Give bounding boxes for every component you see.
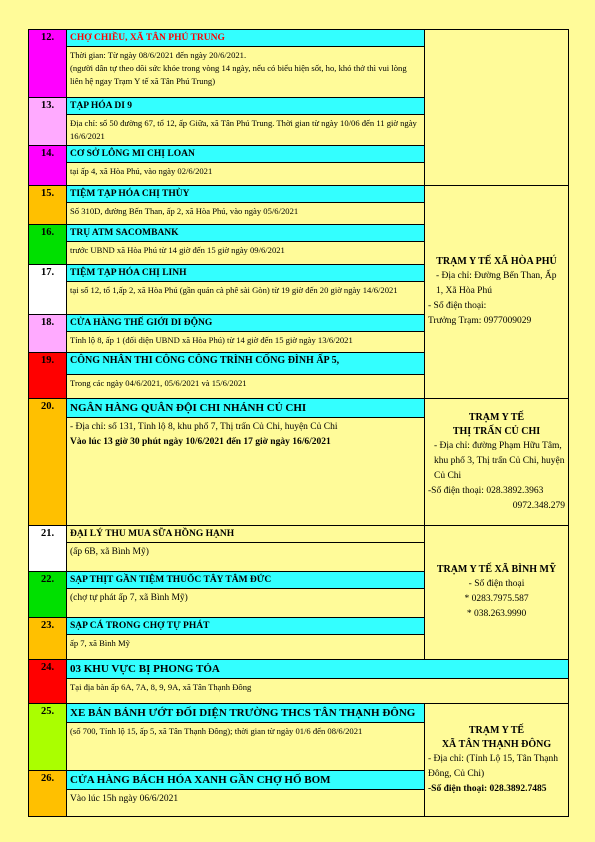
location-cell	[67, 353, 425, 399]
location-title: SẠP CÁ TRONG CHỢ TỰ PHÁT	[67, 618, 424, 635]
row-number: 21.	[29, 526, 67, 572]
location-cell	[67, 704, 425, 771]
contact-binh-my	[425, 526, 569, 660]
contact-phone: Trưởng Trạm: 0977009029	[428, 316, 532, 326]
contact-address: - Địa chỉ: Đường Bến Than, Ấp 1, Xã Hòa Phú	[436, 271, 557, 296]
location-detail: Số 310D, đường Bến Than, ấp 2, xã Hòa Phú, vào ngày 05/6/2021	[70, 206, 299, 216]
row-number: 23.	[29, 618, 67, 660]
location-detail: tại ấp 4, xã Hòa Phú, vào ngày 02/6/2021	[70, 166, 213, 176]
location-detail: Thời gian: Từ ngày 08/6/2021 đến ngày 20/6/2021. (người dân tự theo dõi sức khỏe trong vòng 14 ngày, nếu có biểu hiện sốt, ho, khó thở thì vui lòng liên hệ ngay Trạm Y tế xã Tân Phú Trung)	[70, 50, 407, 86]
contact-title: TRẠM Y TẾ XÃ BÌNH MỸ	[436, 564, 557, 575]
location-title: XE BÁN BÁNH ƯỚT ĐỐI DIỆN TRƯỜNG THCS TÂN THẠNH ĐÔNG	[67, 704, 424, 723]
outbreak-locations-table	[28, 29, 569, 817]
location-title: CÔNG NHÂN THI CÔNG CÔNG TRÌNH CỐNG ĐÌNH ẤP 5,	[67, 353, 424, 375]
location-cell	[67, 315, 425, 353]
location-title: CHỢ CHIỀU, XÃ TÂN PHÚ TRUNG	[67, 30, 424, 47]
location-cell	[67, 618, 425, 660]
location-detail: Trong các ngày 04/6/2021, 05/6/2021 và 15/6/2021	[70, 378, 247, 388]
table-row	[29, 186, 569, 225]
location-title: NGÂN HÀNG QUÂN ĐỘI CHI NHÁNH CỦ CHI	[67, 399, 424, 418]
location-title: CỬA HÀNG THẾ GIỚI DI ĐỘNG	[67, 315, 424, 332]
location-cell	[67, 30, 425, 98]
contact-subtitle: XÃ TÂN THẠNH ĐÔNG	[441, 738, 552, 750]
location-detail: ấp 7, xã Bình Mỹ	[70, 638, 130, 648]
location-detail: tại số 12, tổ 1,ấp 2, xã Hòa Phú (gần quán cà phê sài Gòn) từ 19 giờ đến 20 giờ ngày 14/6/2021	[70, 285, 398, 295]
location-detail: Vào lúc 15h ngày 06/6/2021	[70, 794, 179, 804]
location-detail: Tỉnh lộ 8, ấp 1 (đối diện UBND xã Hòa Phú) từ 14 giờ đến 15 giờ ngày 13/6/2021	[70, 335, 353, 345]
location-cell	[67, 526, 425, 572]
row-number: 18.	[29, 315, 67, 353]
row-number: 25.	[29, 704, 67, 771]
location-cell	[67, 572, 425, 618]
location-cell	[67, 771, 425, 817]
contact-title: TRẠM Y TẾ	[468, 411, 525, 423]
location-title: ĐẠI LÝ THU MUA SỮA HỒNG HẠNH	[67, 526, 424, 543]
row-number: 12.	[29, 30, 67, 98]
table-row	[29, 30, 569, 98]
contact-address: - Địa chỉ: đường Phạm Hữu Tâm, khu phố 3, Thị trấn Củ Chi, huyện Củ Chi	[434, 440, 565, 481]
row-number: 15.	[29, 186, 67, 225]
contact-title: TRẠM Y TẾ XÃ HÒA PHÚ	[436, 256, 557, 267]
row-number: 22.	[29, 572, 67, 618]
location-detail: Địa chỉ: số 50 đường 67, tổ 12, ấp Giữa, xã Tân Phú Trung. Thời gian từ ngày 10/06 đến 11 giờ ngày 16/6/2021	[70, 118, 417, 141]
contact-phone-label: - Số điện thoại:	[428, 301, 487, 311]
contact-cell-empty	[425, 30, 569, 186]
row-number: 16.	[29, 225, 67, 265]
contact-title: TRẠM Y TẾ	[468, 724, 525, 736]
location-title: CỬA HÀNG BÁCH HÓA XANH GẦN CHỢ HỐ BOM	[67, 771, 424, 790]
contact-phone-label: - Số điện thoại	[468, 579, 525, 589]
contact-phone-label: -Số điện thoại: 028.3892.7485	[428, 783, 547, 794]
row-number: 19.	[29, 353, 67, 399]
location-title: SẠP THỊT GẦN TIỆM THUỐC TÂY TÂM ĐỨC	[67, 572, 424, 589]
contact-subtitle: THỊ TRẤN CỦ CHI	[452, 425, 541, 437]
row-number: 24.	[29, 660, 67, 704]
contact-phone: * 038.263.9990	[466, 609, 527, 619]
location-title: TIỆM TẠP HÓA CHỊ LINH	[67, 265, 424, 282]
location-cell	[67, 146, 425, 186]
location-cell	[67, 225, 425, 265]
table-row	[29, 660, 569, 704]
contact-phone: 0972.348.279	[512, 500, 565, 511]
location-detail: (số 700, Tỉnh lộ 15, ấp 5, xã Tân Thạnh Đông); thời gian từ ngày 01/6 đến 08/6/2021	[70, 726, 363, 736]
table-row	[29, 399, 569, 526]
location-cell	[67, 98, 425, 146]
row-number: 26.	[29, 771, 67, 817]
location-cell	[67, 660, 569, 704]
row-number: 13.	[29, 98, 67, 146]
location-detail: - Địa chỉ: số 131, Tỉnh lộ 8, khu phố 7, Thị trấn Củ Chi, huyện Củ Chi Vào lúc 13 giờ 30 phút ngày 10/6/2021 đến 17 giờ ngày 16/6/2021	[70, 422, 338, 447]
location-cell	[67, 265, 425, 315]
contact-phone-label: -Số điện thoại: 028.3892.3963	[428, 485, 544, 496]
contact-address: - Địa chỉ: (Tỉnh Lộ 15, Tân Thạnh Đông, Củ Chi)	[428, 753, 558, 779]
location-cell	[67, 186, 425, 225]
location-detail: Tại địa bàn ấp 6A, 7A, 8, 9, 9A, xã Tân Thạnh Đông	[70, 682, 252, 692]
row-number: 14.	[29, 146, 67, 186]
location-title: TẠP HÓA DI 9	[67, 98, 424, 115]
contact-phone: * 0283.7975.587	[464, 594, 529, 604]
location-detail: (ấp 6B, xã Bình Mỹ)	[70, 547, 149, 557]
location-cell	[67, 399, 425, 526]
row-number: 20.	[29, 399, 67, 526]
contact-hoa-phu	[425, 186, 569, 399]
row-number: 17.	[29, 265, 67, 315]
location-detail: (chợ tự phát ấp 7, xã Bình Mỹ)	[70, 593, 188, 603]
table-row	[29, 704, 569, 771]
contact-cu-chi	[425, 399, 569, 526]
location-title: TRỤ ATM SACOMBANK	[67, 225, 424, 242]
location-title: CƠ SỞ LÔNG MI CHỊ LOAN	[67, 146, 424, 163]
location-detail: trước UBND xã Hòa Phú từ 14 giờ đến 15 giờ ngày 09/6/2021	[70, 245, 285, 255]
location-title: 03 KHU VỰC BỊ PHONG TỎA	[67, 660, 568, 679]
contact-tan-thanh-dong	[425, 704, 569, 817]
location-title: TIỆM TẠP HÓA CHỊ THÙY	[67, 186, 424, 203]
table-row	[29, 526, 569, 572]
